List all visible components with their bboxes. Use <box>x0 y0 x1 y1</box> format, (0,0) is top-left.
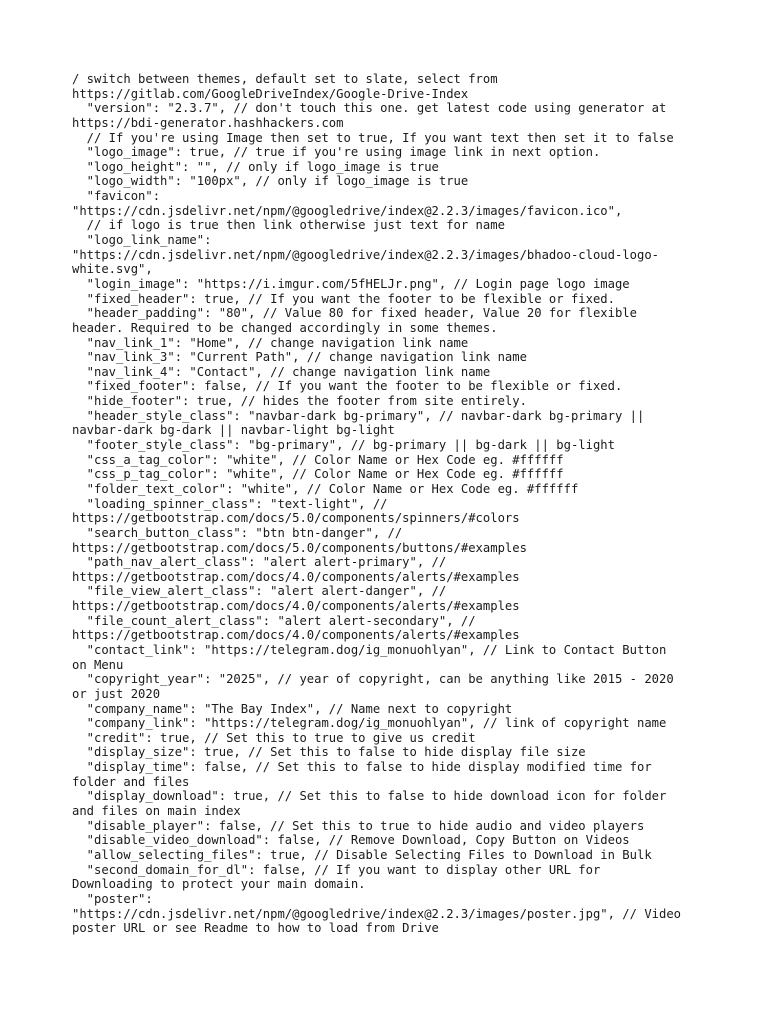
text-line: "fixed_header": true, // If you want the footer to be flexible or fixed. <box>72 291 615 306</box>
text-line: "display_download": true, // Set this to false to hide download icon for folder <box>72 789 667 804</box>
text-line: "nav_link_1": "Home", // change navigation link name <box>72 335 469 350</box>
text-line: "css_a_tag_color": "white", // Color Name or Hex Code eg. #ffffff <box>72 452 564 467</box>
text-line: "logo_width": "100px", // only if logo_image is true <box>72 174 469 189</box>
text-line: https://gitlab.com/GoogleDriveIndex/Google-Drive-Index <box>72 86 469 101</box>
text-line: "disable_video_download": false, // Remove Download, Copy Button on Videos <box>72 833 630 848</box>
text-line: "display_time": false, // Set this to false to hide display modified time for <box>72 760 652 775</box>
text-line: "fixed_footer": false, // If you want the footer to be flexible or fixed. <box>72 379 623 394</box>
text-line: "https://cdn.jsdelivr.net/npm/@googledrive/index@2.2.3/images/favicon.ico", <box>72 203 623 218</box>
text-line: or just 2020 <box>72 686 161 701</box>
text-line: https://getbootstrap.com/docs/4.0/components/alerts/#examples <box>72 569 520 584</box>
text-line: "footer_style_class": "bg-primary", // bg-primary || bg-dark || bg-light <box>72 438 615 453</box>
text-line: header. Required to be changed accordingly in some themes. <box>72 320 498 335</box>
text-line: "logo_image": true, // true if you're using image link in next option. <box>72 145 601 160</box>
text-line: "https://cdn.jsdelivr.net/npm/@googledrive/index@2.2.3/images/poster.jpg", // Video <box>72 906 682 921</box>
text-line: white.svg", <box>72 262 153 277</box>
text-line: "poster": <box>72 891 153 906</box>
text-line: Downloading to protect your main domain. <box>72 877 366 892</box>
text-line: on Menu <box>72 657 124 672</box>
text-line: "contact_link": "https://telegram.dog/ig_monuohlyan", // Link to Contact Button <box>72 642 667 657</box>
text-line: // If you're using Image then set to true, If you want text then set it to false <box>72 130 674 145</box>
text-line: "credit": true, // Set this to true to give us credit <box>72 730 476 745</box>
text-line: "allow_selecting_files": true, // Disable Selecting Files to Download in Bulk <box>72 847 652 862</box>
text-line: navbar-dark bg-dark || navbar-light bg-light <box>72 423 395 438</box>
text-line: https://getbootstrap.com/docs/5.0/components/spinners/#colors <box>72 511 520 526</box>
text-line: https://getbootstrap.com/docs/4.0/components/alerts/#examples <box>72 628 520 643</box>
text-line: "loading_spinner_class": "text-light", // <box>72 496 388 511</box>
text-line: / switch between themes, default set to slate, select from <box>72 72 498 86</box>
text-line: // if logo is true then link otherwise just text for name <box>72 218 505 233</box>
text-line: "header_style_class": "navbar-dark bg-primary", // navbar-dark bg-primary || <box>72 408 645 423</box>
text-line: "logo_height": "", // only if logo_image is true <box>72 159 439 174</box>
text-line: "company_link": "https://telegram.dog/ig_monuohlyan", // link of copyright name <box>72 716 667 731</box>
text-line: "nav_link_3": "Current Path", // change navigation link name <box>72 350 527 365</box>
text-line: "header_padding": "80", // Value 80 for fixed header, Value 20 for flexible <box>72 306 637 321</box>
text-line: "file_view_alert_class": "alert alert-danger", // <box>72 584 447 599</box>
text-line: "path_nav_alert_class": "alert alert-primary", // <box>72 555 447 570</box>
text-line: folder and files <box>72 774 190 789</box>
text-line: "search_button_class": "btn btn-danger", // <box>72 525 403 540</box>
text-line: "disable_player": false, // Set this to true to hide audio and video players <box>72 818 645 833</box>
text-line: https://bdi-generator.hashhackers.com <box>72 115 344 130</box>
text-line: poster URL or see Readme to how to load from Drive <box>72 921 439 936</box>
text-line: "css_p_tag_color": "white", // Color Name or Hex Code eg. #ffffff <box>72 467 564 482</box>
text-line: "copyright_year": "2025", // year of copyright, can be anything like 2015 - 2020 <box>72 672 674 687</box>
text-line: "version": "2.3.7", // don't touch this one. get latest code using generator at <box>72 101 667 116</box>
text-line: "folder_text_color": "white", // Color Name or Hex Code eg. #ffffff <box>72 481 579 496</box>
text-line: "display_size": true, // Set this to false to hide display file size <box>72 745 586 760</box>
text-line: "https://cdn.jsdelivr.net/npm/@googledrive/index@2.2.3/images/bhadoo-cloud-logo- <box>72 247 659 262</box>
document-page <box>72 72 702 936</box>
text-line: "nav_link_4": "Contact", // change navigation link name <box>72 364 491 379</box>
text-line: "company_name": "The Bay Index", // Name next to copyright <box>72 701 513 716</box>
text-line: "favicon": <box>72 189 161 204</box>
text-line: "file_count_alert_class": "alert alert-secondary", // <box>72 613 476 628</box>
text-line: and files on main index <box>72 804 241 819</box>
text-line: "hide_footer": true, // hides the footer from site entirely. <box>72 394 527 409</box>
text-line: https://getbootstrap.com/docs/4.0/components/alerts/#examples <box>72 599 520 614</box>
text-line: https://getbootstrap.com/docs/5.0/components/buttons/#examples <box>72 540 527 555</box>
text-line: "logo_link_name": <box>72 233 212 248</box>
text-line: "second_domain_for_dl": false, // If you want to display other URL for <box>72 862 601 877</box>
text-line: "login_image": "https://i.imgur.com/5fHELJr.png", // Login page logo image <box>72 276 630 291</box>
